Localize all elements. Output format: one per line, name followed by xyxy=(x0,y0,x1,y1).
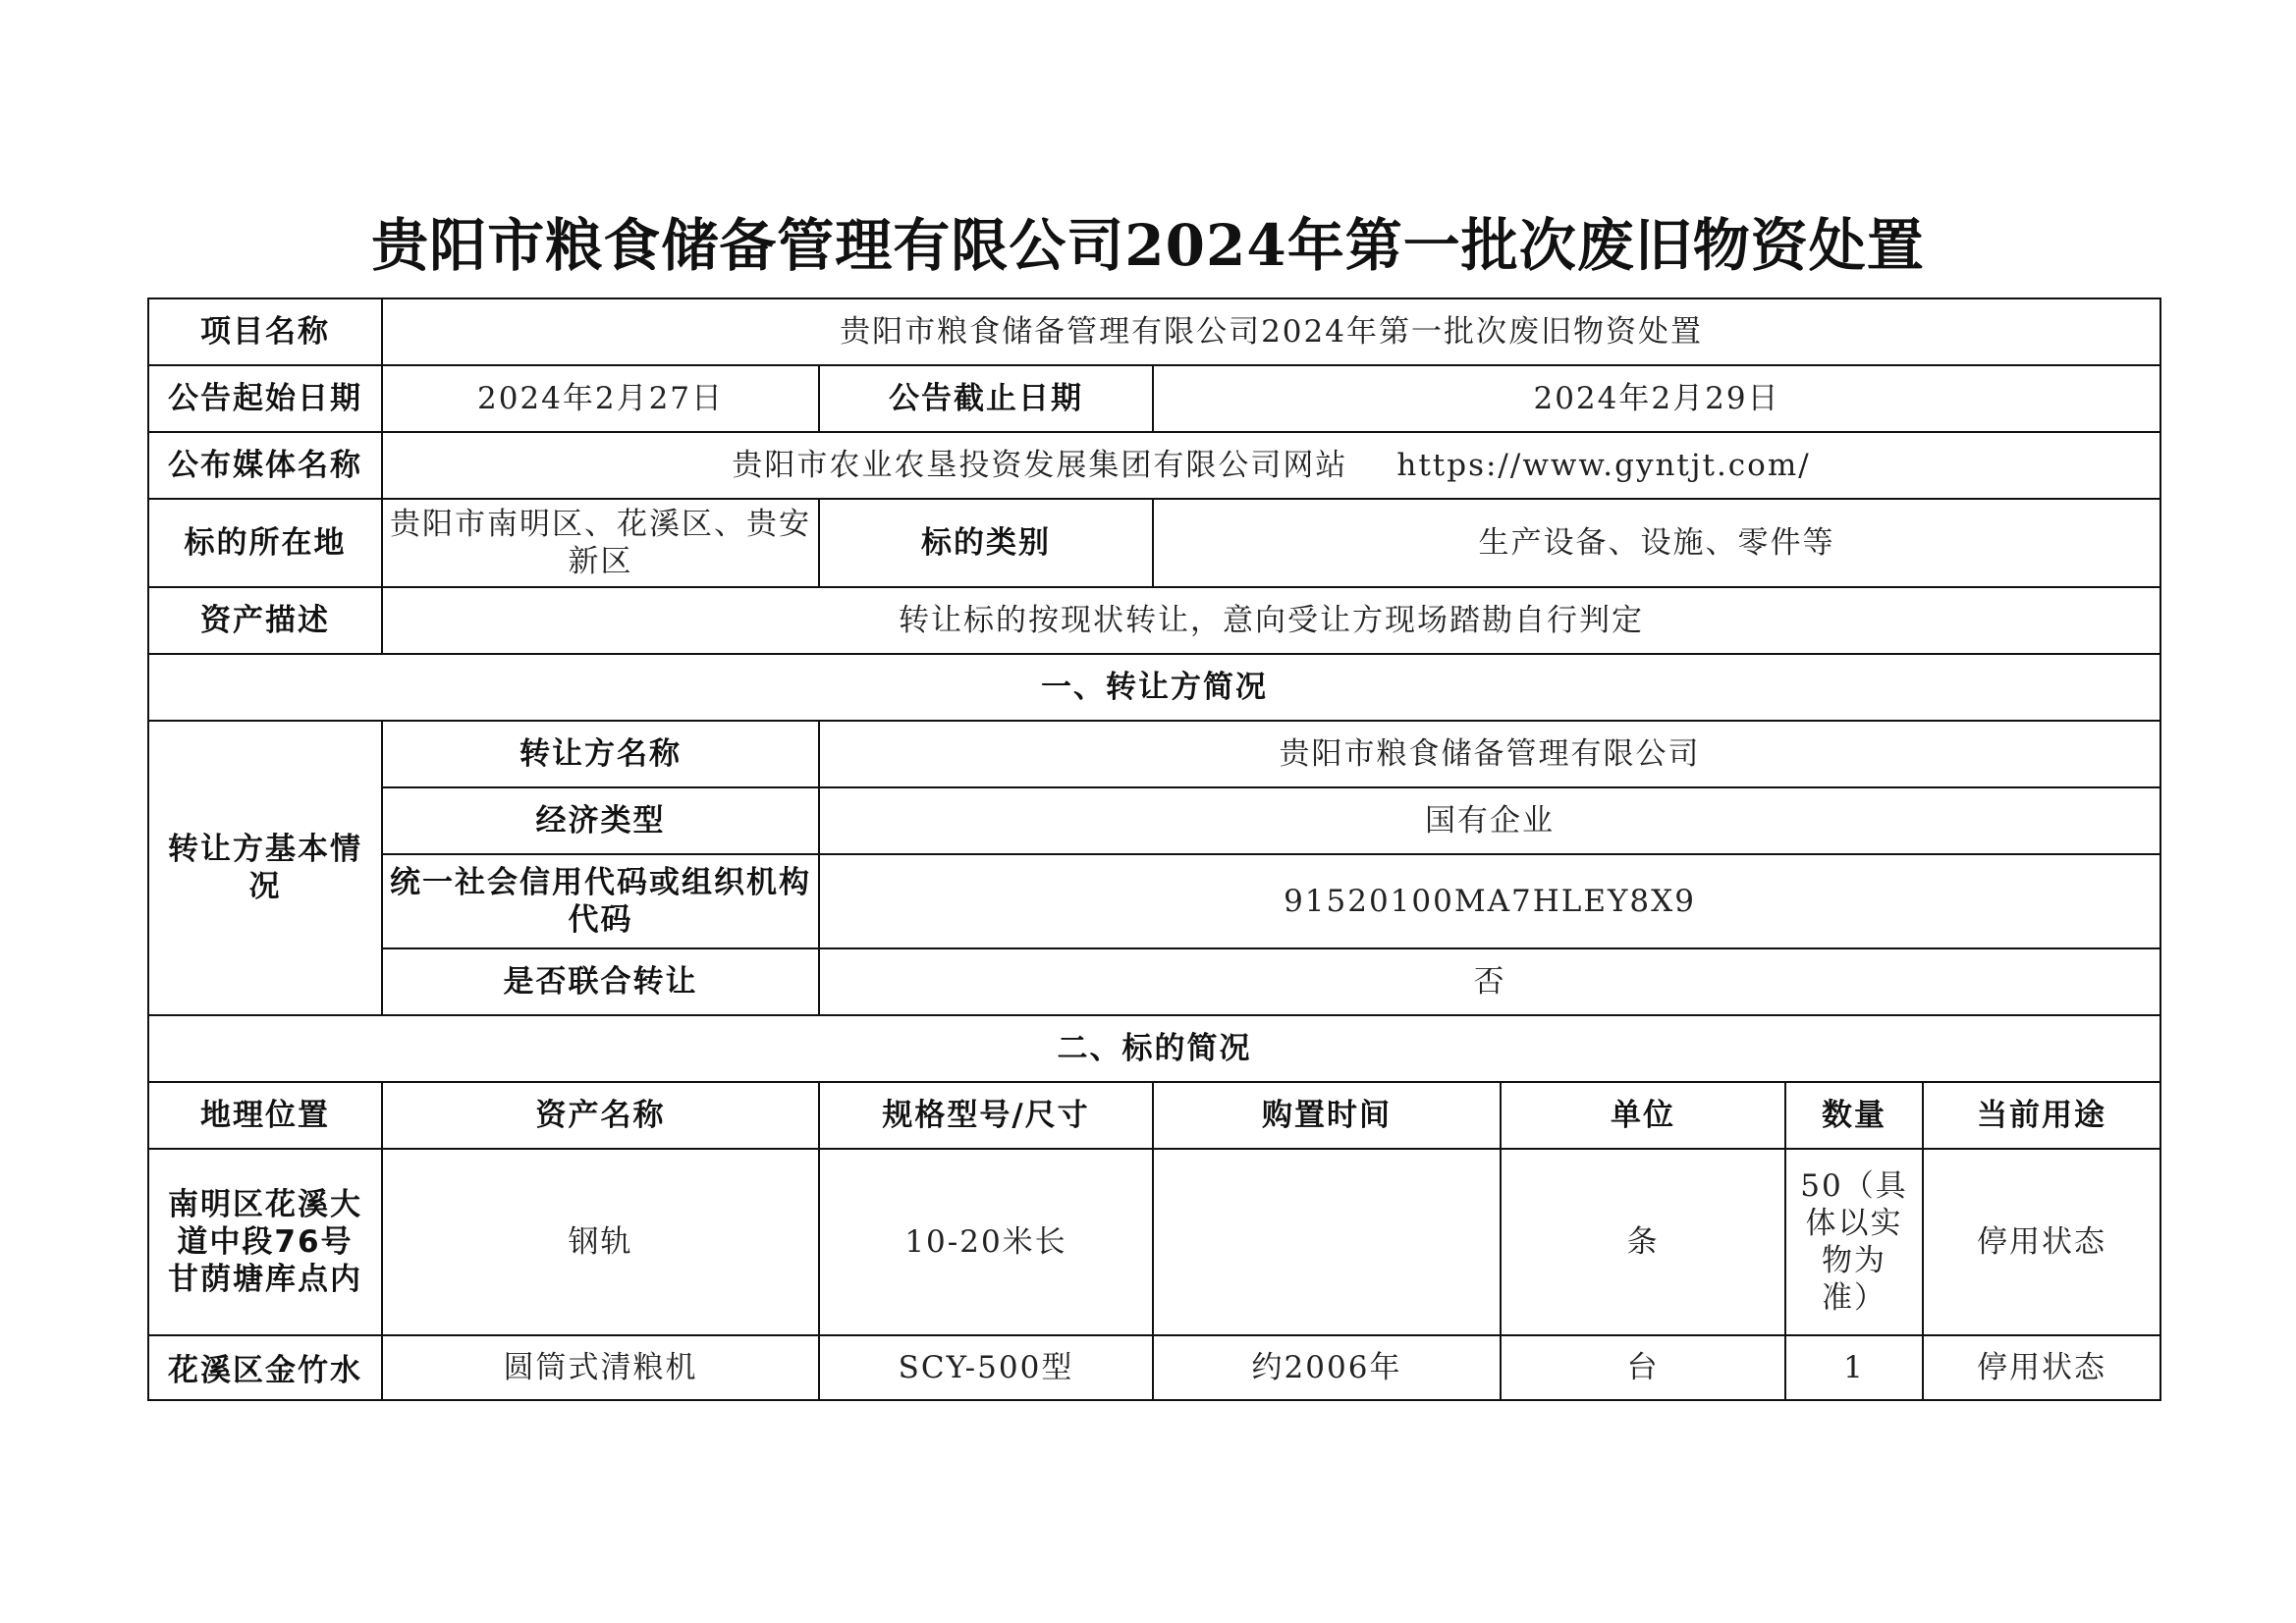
row1-asset: 钢轨 xyxy=(382,1149,819,1335)
joint-transfer-label: 是否联合转让 xyxy=(382,948,819,1015)
end-date-value: 2024年2月29日 xyxy=(1153,365,2160,432)
row-joint-transfer xyxy=(148,948,2160,1015)
joint-transfer-value: 否 xyxy=(819,948,2160,1015)
row1-spec: 10-20米长 xyxy=(819,1149,1153,1335)
row-asset-desc xyxy=(148,587,2160,654)
row-dates xyxy=(148,365,2160,432)
project-name-label: 项目名称 xyxy=(148,298,382,365)
header-spec: 规格型号/尺寸 xyxy=(819,1082,1153,1149)
category-label: 标的类别 xyxy=(819,499,1153,587)
row-project-name xyxy=(148,298,2160,365)
credit-code-label: 统一社会信用代码或组织机构代码 xyxy=(382,854,819,948)
row-credit-code xyxy=(148,854,2160,948)
row1-use: 停用状态 xyxy=(1923,1149,2160,1335)
start-date-value: 2024年2月27日 xyxy=(382,365,819,432)
econ-type-label: 经济类型 xyxy=(382,787,819,854)
table-row xyxy=(148,1149,2160,1335)
row2-unit: 台 xyxy=(1501,1335,1785,1400)
row1-purchase xyxy=(1153,1149,1501,1335)
econ-type-value: 国有企业 xyxy=(819,787,2160,854)
header-unit: 单位 xyxy=(1501,1082,1785,1149)
project-name-value: 贵阳市粮食储备管理有限公司2024年第一批次废旧物资处置 xyxy=(382,298,2160,365)
media-url: https://www.gyntjt.com/ xyxy=(1396,448,1811,483)
row2-spec: SCY-500型 xyxy=(819,1335,1153,1400)
header-location: 地理位置 xyxy=(148,1082,382,1149)
row2-use: 停用状态 xyxy=(1923,1335,2160,1400)
table-row xyxy=(148,1335,2160,1400)
row-location-category xyxy=(148,499,2160,587)
row2-asset: 圆筒式清粮机 xyxy=(382,1335,819,1400)
media-value xyxy=(382,432,2160,499)
row2-quantity: 1 xyxy=(1785,1335,1923,1400)
transferor-group-label: 转让方基本情况 xyxy=(148,721,382,1015)
row-transferor-name xyxy=(148,721,2160,787)
row-media xyxy=(148,432,2160,499)
section-subject xyxy=(148,1015,2160,1082)
row1-unit: 条 xyxy=(1501,1149,1785,1335)
header-quantity: 数量 xyxy=(1785,1082,1923,1149)
header-asset-name: 资产名称 xyxy=(382,1082,819,1149)
transferor-name-label: 转让方名称 xyxy=(382,721,819,787)
page-title: 贵阳市粮食储备管理有限公司2024年第一批次废旧物资处置 xyxy=(371,212,1925,279)
section-transferor-title: 一、转让方简况 xyxy=(148,654,2160,721)
header-current-use: 当前用途 xyxy=(1923,1082,2160,1149)
row-econ-type xyxy=(148,787,2160,854)
subject-header-row xyxy=(148,1082,2160,1149)
media-name: 贵阳市农业农垦投资发展集团有限公司网站 xyxy=(732,448,1348,483)
row1-quantity: 50（具体以实物为准） xyxy=(1785,1149,1923,1335)
transferor-name-value: 贵阳市粮食储备管理有限公司 xyxy=(819,721,2160,787)
location-value: 贵阳市南明区、花溪区、贵安新区 xyxy=(382,499,819,587)
media-label: 公布媒体名称 xyxy=(148,432,382,499)
row2-location-text: 花溪区金竹水 xyxy=(168,1353,362,1388)
disposal-info-table xyxy=(147,298,2161,1401)
location-label: 标的所在地 xyxy=(148,499,382,587)
row2-purchase: 约2006年 xyxy=(1153,1335,1501,1400)
start-date-label: 公告起始日期 xyxy=(148,365,382,432)
header-purchase-time: 购置时间 xyxy=(1153,1082,1501,1149)
section-transferor xyxy=(148,654,2160,721)
asset-desc-value: 转让标的按现状转让，意向受让方现场踏勘自行判定 xyxy=(382,587,2160,654)
asset-desc-label: 资产描述 xyxy=(148,587,382,654)
category-value: 生产设备、设施、零件等 xyxy=(1153,499,2160,587)
end-date-label: 公告截止日期 xyxy=(819,365,1153,432)
row1-location: 南明区花溪大道中段76号甘荫塘库点内 xyxy=(148,1149,382,1335)
row2-location xyxy=(148,1335,382,1400)
credit-code-value: 91520100MA7HLEY8X9 xyxy=(819,854,2160,948)
section-subject-title: 二、标的简况 xyxy=(148,1015,2160,1082)
